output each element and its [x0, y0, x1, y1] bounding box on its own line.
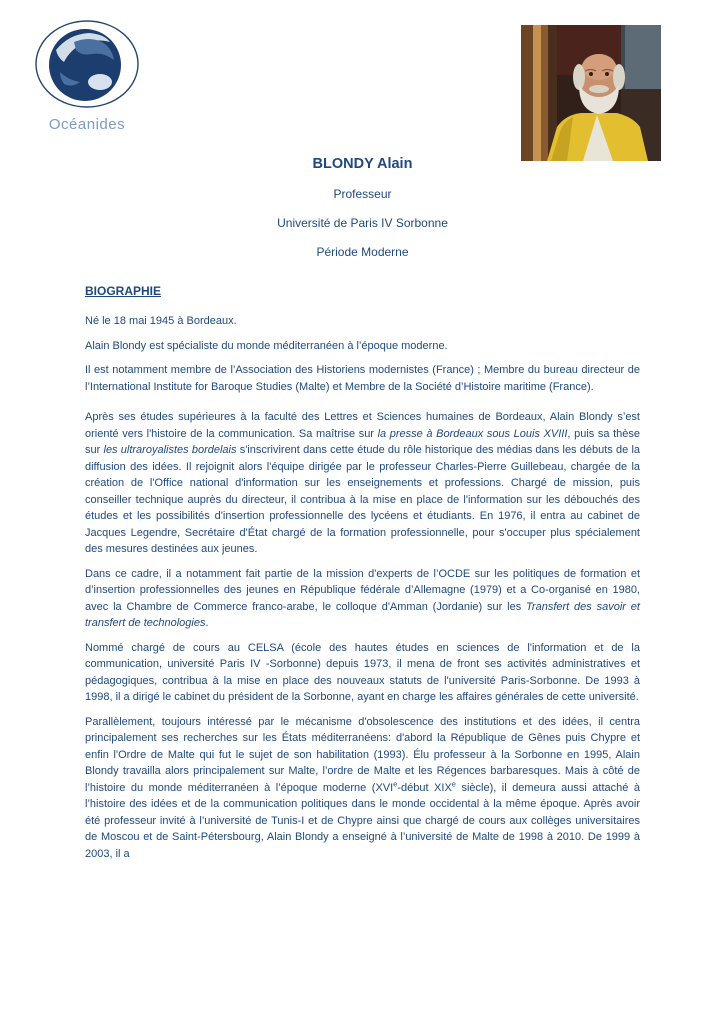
paragraph: Dans ce cadre, il a notamment fait partie de la mission d'experts de l’OCDE sur les politiques de formation et d’insertion professionnelles des jeunes en République fédérale d’Allemagne (1979) et a Co-organisé en 1980, avec la Chambre de Commerce franco-arabe, le colloque d'Amman (Jordanie) sur les Transfert des savoir et transfert de technologies. [85, 567, 640, 629]
header-university: Université de Paris IV Sorbonne [277, 216, 448, 230]
paragraph: Alain Blondy est spécialiste du monde méditerranéen à l’époque moderne. [85, 339, 448, 352]
paragraph: Parallèlement, toujours intéressé par le mécanisme d'obsolescence des institutions et des idées, il centra principalement ses recherches sur les États méditerranéens: d'abord la République de Gênes puis Chypre et enfin l'Ordre de Malte qui fut le sujet de son habilitation (1993). Élu professeur à la Sorbonne en 1995, Alain Blondy travailla alors principalement sur Malte, l’ordre de Malte et les Régences barbaresques. Mais à côté de l’histoire du monde méditerranéen à l’époque moderne (XVIe-début XIXe siècle), il demeura aussi attaché à l’histoire des idées et de la communication politiques dans le monde occidental à la même époque. Après avoir été professeur invité à l’université de Tunis-I et de Chypre ainsi que chargé de cours aux collèges universitaires de Moscou et de Saint-Pétersbourg, Alain Blondy a enseigné à l’université de Malte de 1998 à 2010. De 1999 à 2003, il a [85, 715, 640, 860]
page-title: BLONDY Alain [312, 156, 413, 172]
portrait-photo [521, 25, 661, 161]
logo-text: Océanides [48, 116, 126, 133]
paragraph: Nommé chargé de cours au CELSA (école des hautes études en sciences de l'information et de la communication, université Paris IV -Sorbonne) depuis 1973, il mena de front ses activités administratives et pédagogiques, contribua à la mise en place des nouveaux statuts de l'université Paris-Sorbonne. De 1993 à 1998, il a dirigé le cabinet du président de la Sorbonne, ayant en charge les affaires générales de cette université. [85, 641, 640, 703]
globe-icon [34, 20, 140, 110]
oceanides-logo [34, 20, 140, 133]
section-heading: BIOGRAPHIE [85, 284, 162, 298]
paragraph: Il est notamment membre de l’Association des Historiens modernistes (France) ; Membre du bureau directeur de l’International Institute for Baroque Studies (Malte) et Membre de la Société d’Histoire maritime (France). [85, 364, 640, 393]
paragraph: Après ses études supérieures à la faculté des Lettres et Sciences humaines de Bordeaux, Alain Blondy s’est orienté vers l'histoire de la communication. Sa maîtrise sur la presse à Bordeaux sous Louis XVIII, puis sa thèse sur les ultraroyalistes bordelais s'inscrivirent dans cette étude du rôle historique des médias dans les débuts de la diffusion des idées. Il rejoignit alors l'équipe dirigée par le professeur Charles-Pierre Guillebeau, chargée de la création de l'Office national d'information sur les enseignements et professions. Chargé de mission, puis conseiller technique auprès du directeur, il contribua à la mise en place de l'information sur les débouchés des études et les possibilités d'insertion professionnelle des lycéens et étudiants. En 1976, il entra au cabinet de Jacques Legendre, Secrétaire d'État chargé de la formation professionnelle, pour s'occuper plus spécialement des mesures destinées aux jeunes. [85, 411, 641, 555]
header-period: Période Moderne [316, 245, 409, 259]
header-role: Professeur [333, 187, 392, 201]
document-body [85, 284, 640, 862]
paragraph: Né le 18 mai 1945 à Bordeaux. [85, 315, 237, 327]
paragraph-list [85, 313, 640, 862]
portrait-photo-image [521, 25, 661, 161]
